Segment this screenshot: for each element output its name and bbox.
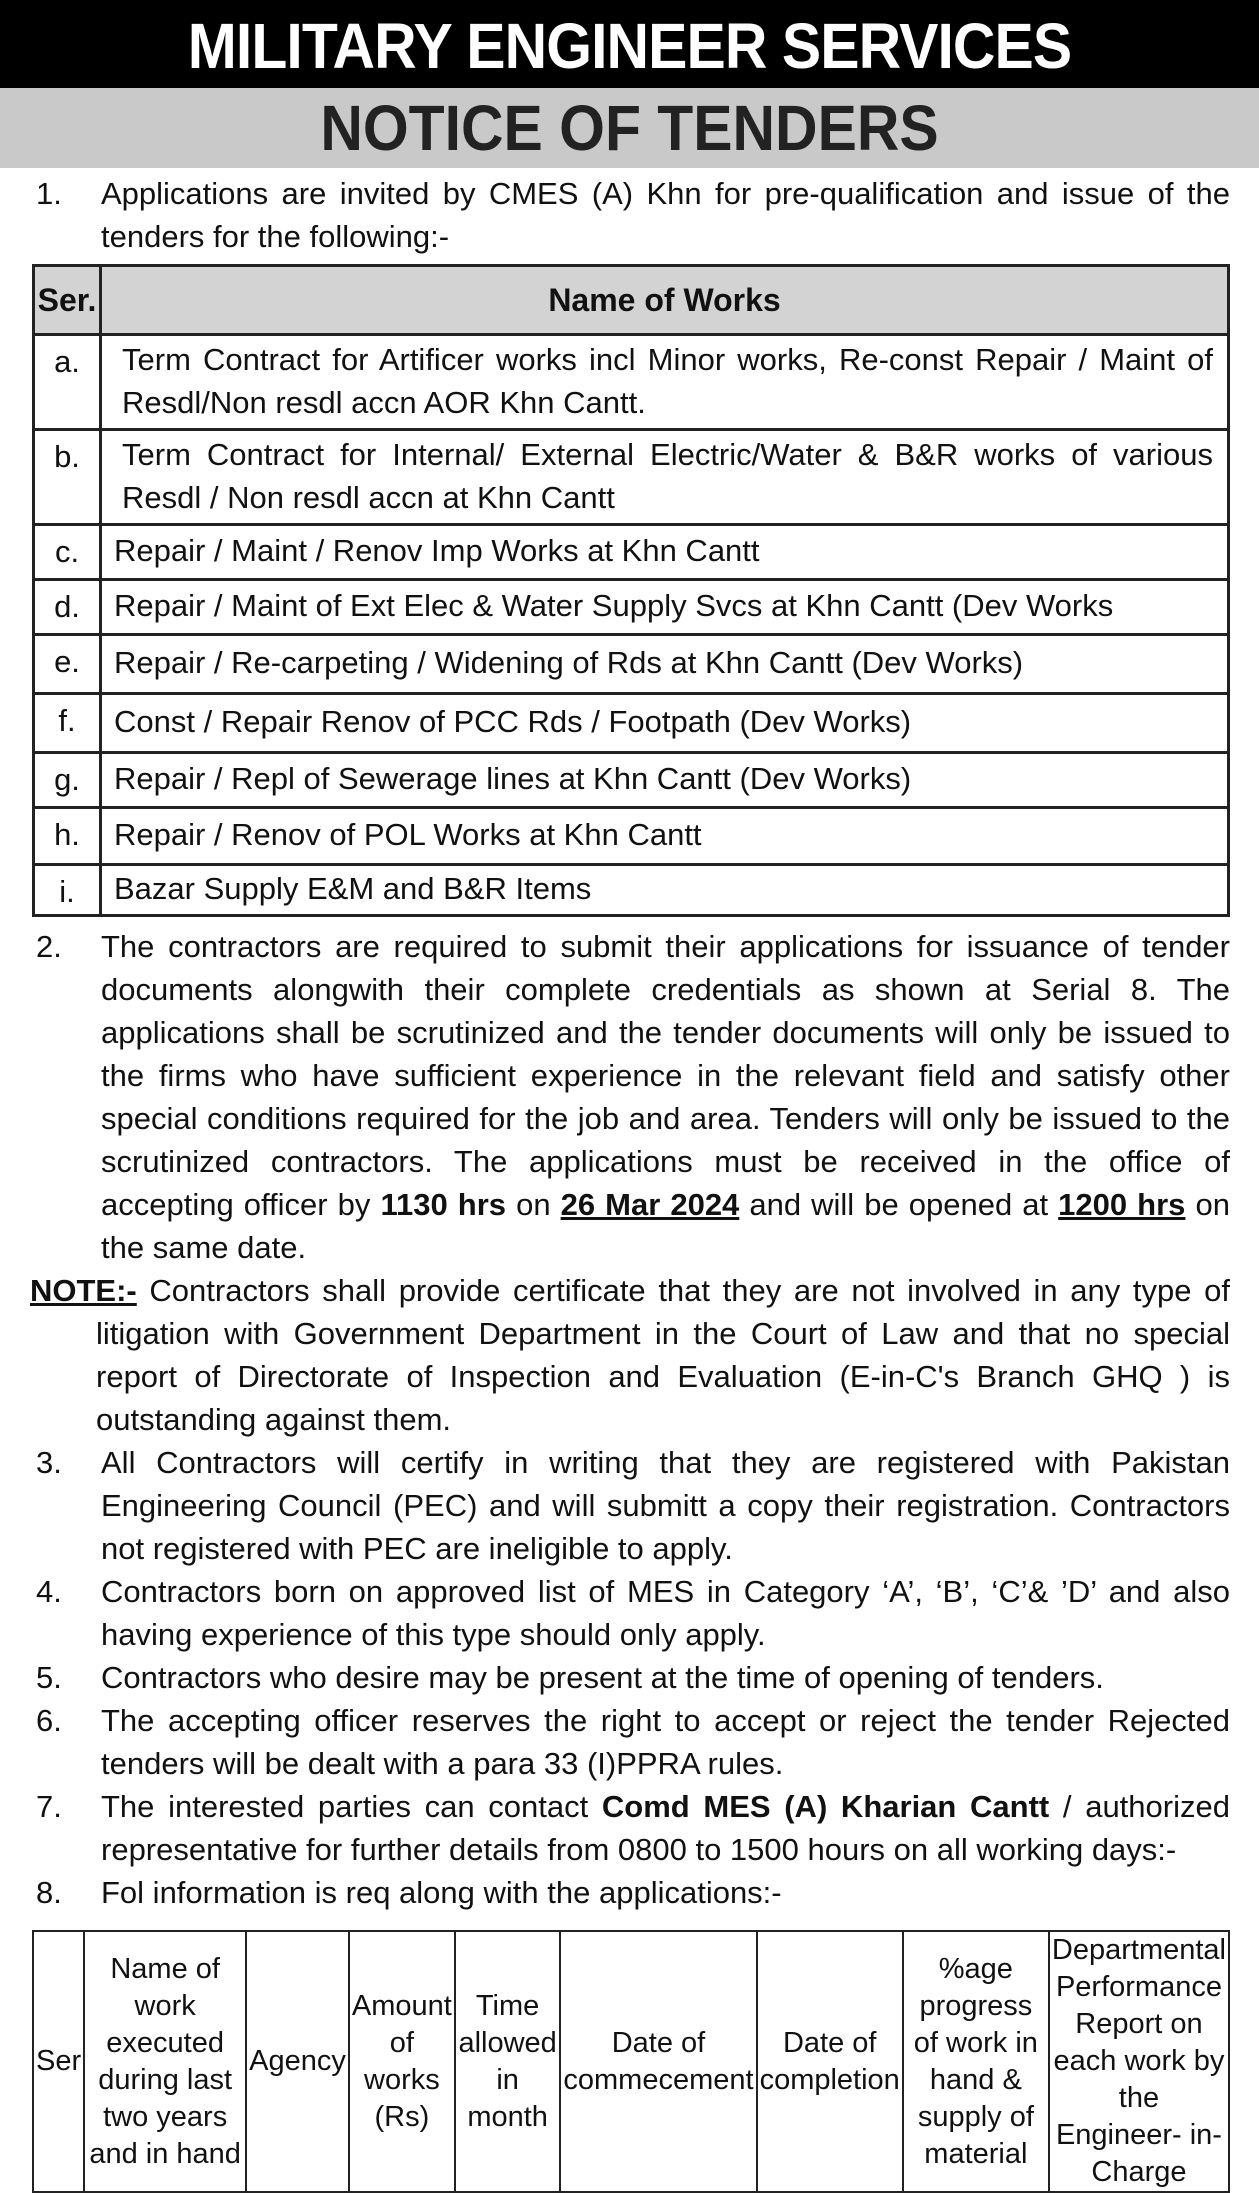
para-number: 6. xyxy=(36,1703,62,1738)
info-header-commencement: Date of commecement xyxy=(560,1931,756,2192)
row-ser: h. xyxy=(34,808,101,865)
table-row xyxy=(34,580,1229,635)
para-6 xyxy=(30,1699,1230,1785)
submit-date: 26 Mar 2024 xyxy=(560,1187,740,1222)
para-text-part: / authorized representative for further details from 0800 to 1500 hours on all working days:- xyxy=(101,1789,1230,1867)
opening-time: 1200 hrs xyxy=(1058,1187,1186,1222)
para-text: Fol information is req along with the applications:- xyxy=(101,1875,782,1910)
para-text-part: and will be opened at xyxy=(749,1187,1049,1222)
row-ser: a. xyxy=(34,335,101,430)
para-8 xyxy=(30,1871,1230,1914)
info-header-agency: Agency xyxy=(246,1931,349,2192)
table-row xyxy=(34,430,1229,525)
contact-office: Comd MES (A) Kharian Cantt xyxy=(601,1789,1050,1824)
para-5 xyxy=(30,1656,1230,1699)
row-ser: g. xyxy=(34,753,101,808)
notice-title: NOTICE OF TENDERS xyxy=(320,92,939,164)
para-text-part: on the same date. xyxy=(101,1187,1230,1265)
info-header-work: Name of work executed during last two years and in hand xyxy=(84,1931,246,2192)
row-work-name: Repair / Maint of Ext Elec & Water Supply Svcs at Khn Cantt (Dev Works xyxy=(101,580,1229,635)
para-text: The accepting officer reserves the right to accept or reject the tender Rejected tenders will be dealt with a para 33 (I)PPRA rules. xyxy=(101,1703,1230,1781)
info-header-report: Departmental Performance Report on each work by the Engineer- in-Charge xyxy=(1049,1931,1229,2192)
note-label: NOTE:- xyxy=(30,1273,137,1308)
table-row xyxy=(34,808,1229,865)
row-work-name: Term Contract for Artificer works incl Minor works, Re-const Repair / Maint of Resdl/Non resdl accn AOR Khn Cantt. xyxy=(101,335,1229,430)
para-text-part: The contractors are required to submit their applications for issuance of tender documents alongwith their complete credentials as shown at Serial 8. The applications shall be scrutinized and the tender documents will only be issued to the firms who have sufficient experience in the relevant field and satisfy other special conditions required for the job and area. Tenders will only be issued to the scrutinized contractors. The applications must be received in the office of accepting officer by xyxy=(101,929,1230,1222)
info-header-ser: Ser xyxy=(33,1931,84,2192)
notice-banner xyxy=(0,88,1259,168)
org-title: MILITARY ENGINEER SERVICES xyxy=(50,0,1208,88)
info-header-row xyxy=(33,1931,1229,2192)
para-number: 5. xyxy=(36,1660,62,1695)
info-table xyxy=(32,1930,1230,2193)
info-header-amount: Amount of works (Rs) xyxy=(349,1931,455,2192)
para-4 xyxy=(30,1570,1230,1656)
para-text xyxy=(101,925,1230,1269)
table-row xyxy=(34,525,1229,580)
row-ser: d. xyxy=(34,580,101,635)
table-row xyxy=(34,753,1229,808)
para-text-part: The interested parties can contact xyxy=(101,1789,589,1824)
table-row xyxy=(34,635,1229,694)
row-work-name: Bazar Supply E&M and B&R Items xyxy=(101,865,1229,916)
para-number: 2. xyxy=(36,929,62,964)
para-number: 3. xyxy=(36,1445,62,1480)
row-work-name: Repair / Renov of POL Works at Khn Cantt xyxy=(101,808,1229,865)
note-body: Contractors shall provide certificate that they are not involved in any type of litigation with Government Department in the Court of Law and that no special report of Directorate of Inspection and Evaluation (E-in-C's Branch GHQ ) is outstanding against them. xyxy=(96,1273,1230,1437)
row-work-name: Repair / Repl of Sewerage lines at Khn Cantt (Dev Works) xyxy=(101,753,1229,808)
para-number: 4. xyxy=(36,1574,62,1609)
note-text xyxy=(30,1269,1230,1441)
row-work-name: Repair / Maint / Renov Imp Works at Khn Cantt xyxy=(101,525,1229,580)
note-para xyxy=(30,1269,1230,1441)
row-work-name: Const / Repair Renov of PCC Rds / Footpath (Dev Works) xyxy=(101,694,1229,753)
works-table xyxy=(32,264,1230,917)
row-ser: c. xyxy=(34,525,101,580)
para-3 xyxy=(30,1441,1230,1570)
para-1 xyxy=(30,172,1230,258)
para-text: Contractors who desire may be present at the time of opening of tenders. xyxy=(101,1660,1104,1695)
info-header-progress: %age progress of work in hand & supply of material xyxy=(903,1931,1049,2192)
works-header-ser: Ser. xyxy=(34,266,101,335)
row-ser: f. xyxy=(34,694,101,753)
submit-time: 1130 hrs xyxy=(380,1187,507,1222)
para-7 xyxy=(30,1785,1230,1871)
table-row xyxy=(34,335,1229,430)
para-text-part: on xyxy=(516,1187,551,1222)
row-work-name: Term Contract for Internal/ External Electric/Water & B&R works of various Resdl / Non resdl accn at Khn Cantt xyxy=(101,430,1229,525)
info-header-time: Time allowed in month xyxy=(455,1931,561,2192)
para-number: 8. xyxy=(36,1875,62,1910)
header-banner xyxy=(0,0,1259,88)
info-header-completion: Date of completion xyxy=(757,1931,903,2192)
para-text: Contractors born on approved list of MES in Category ‘A’, ‘B’, ‘C’& ’D’ and also having experience of this type should only apply. xyxy=(101,1574,1230,1652)
para-text: Applications are invited by CMES (A) Khn for pre-qualification and issue of the tenders for the following:- xyxy=(101,176,1230,254)
row-ser: b. xyxy=(34,430,101,525)
para-text xyxy=(101,1785,1230,1871)
table-row xyxy=(34,865,1229,916)
row-work-name: Repair / Re-carpeting / Widening of Rds at Khn Cantt (Dev Works) xyxy=(101,635,1229,694)
row-ser: e. xyxy=(34,635,101,694)
para-2 xyxy=(30,925,1230,1269)
works-header-name: Name of Works xyxy=(101,266,1229,335)
para-number: 1. xyxy=(36,176,62,211)
notice-body xyxy=(0,172,1259,2193)
table-row xyxy=(34,694,1229,753)
row-ser: i. xyxy=(34,865,101,916)
para-text: All Contractors will certify in writing that they are registered with Pakistan Engineering Council (PEC) and will submitt a copy their registration. Contractors not registered with PEC are ineligible to apply. xyxy=(101,1445,1230,1566)
para-number: 7. xyxy=(36,1789,62,1824)
